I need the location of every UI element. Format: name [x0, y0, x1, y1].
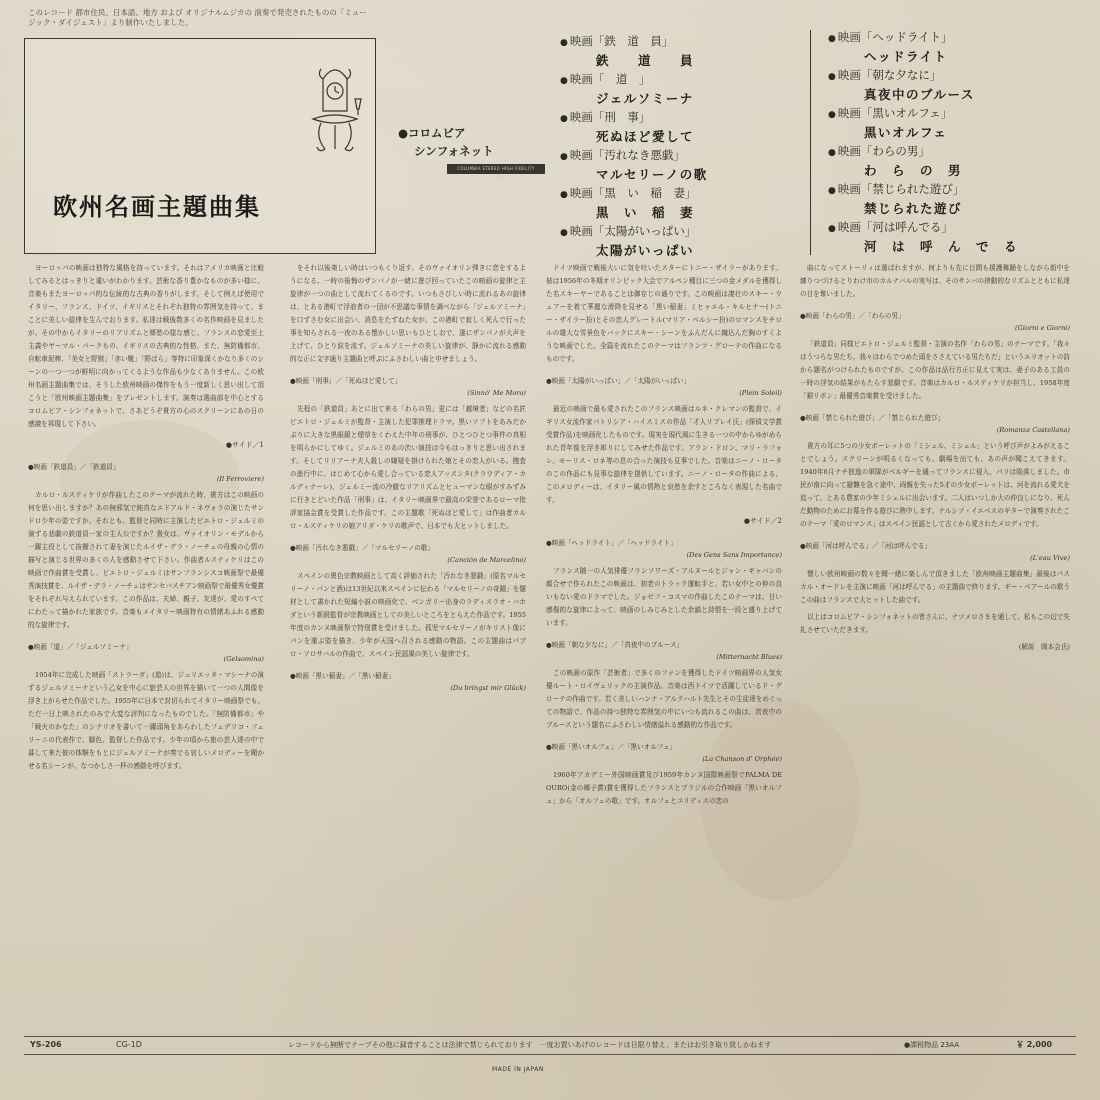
section-heading: ●映画「朝な夕なに」／「真夜中のブルース」 (Mitternacht Blues) [546, 641, 782, 661]
track-title: 鉄 道 員 [596, 53, 695, 68]
tracklist-side2 [828, 28, 1068, 256]
original-title: (Gelsomina) [223, 655, 264, 663]
artist-line1: ●コロムビア [398, 126, 466, 140]
track-source: 映画「黒 い 稲 妻」 [569, 186, 697, 200]
section-heading: ●映画「黒いオルフェ」／「黒いオルフェ」 (La Chanson d' Orphée) [546, 743, 782, 763]
track-source: 映画「鉄 道 員」 [569, 34, 674, 48]
section-body: カルロ・ルスティケリが作曲したこのテーマが流れた時、貴方はこの映画の何を思い出しますか？あの無邪気で純真なエドアルド・ネヴォラの演じたサンドロ少年の姿ですか、それとも、監督と同時に主演したピエトロ・ジェルミの演ずる悲劇の鉄道員一家の主人公ですか？貴女は、ヴァイオリン・モデルから一躍主役として抜擢されて妻を演じたルイザ・デラ・ノーチェの母親の心情の描写と演じる世界の多くの人を感動させて下さい。作曲者ルスティケリはこの映画で作曲賞を受賞し、ピエトロ・ジェルミはサンフランシスコ映画祭で最優秀演技賞を、ルイザ・デラ・ノーチェはサンセバスチアン映画祭で最優秀女優賞をそれぞれ与えられています。この作品は、夫婦、親子、友達が、愛のすべてにわたって描かれた家族です。音楽もメイタリー映画特有の情緒あふれる感動的な旋律です。 [28, 491, 264, 629]
track-title: 黒いオルフェ [864, 125, 948, 140]
track-item: ● 映画「汚れなき悪戯」 マルセリーノの歌 [560, 146, 790, 184]
track-item: ● 映画「黒 い 稲 妻」 黒 い 稲 妻 [560, 184, 790, 222]
original-title: (Il Ferroviere) [216, 475, 264, 483]
track-title: 太陽がいっぱい [596, 243, 695, 258]
track-source: 映画「朝な夕なに」 [837, 68, 942, 82]
liner-notes-column-2 [290, 262, 526, 698]
catalog-number: YS-206 [30, 1040, 62, 1049]
intro-paragraph: をそれ以後楽しい時はいつもくり返す、そのヴァイオリン弾きに恋をするようになる。一時の後悔のザンパノが一緒に遊び回っていたこの映画の旋律と主旋律が一つの曲として流れてくるのです。いつもさびしい時に流れるあの旋律は、とある港町で浮浪者の一団が不思議な事情を調べながら「ジェルソミーナ」を口ずさむ女に出会い、消息をたずねた女が、この港町で寂しく死んで行った事を知らされる一夜のある懐かしい思いもひとしおで、遂にザンパノが大声を上げて、ひとり涙を流す。ジェルソミーナの美しい旋律が、静かに流れる感動的な正に文字通り主題曲と呼ぶにふさわしい曲と申せましょう。 [290, 264, 526, 363]
price: ￥ 2,000 [1016, 1040, 1053, 1049]
track-source: 映画「太陽がいっぱい」 [569, 224, 697, 238]
track-source: 映画「汚れなき悪戯」 [569, 148, 685, 162]
track-title: 河 は 呼 ん で る [864, 239, 1019, 254]
track-source: 映画「禁じられた遊び」 [837, 182, 965, 196]
original-title: (L'eau Vive) [1030, 554, 1070, 562]
original-title: (La Chanson d' Orphée) [702, 755, 782, 763]
section-body: 最近の映画で最も愛されたこのフランス映画はルネ・クレマンの監督で、イギリス女流作家パトリシア・ハイスミスの作品「才人リプレイ氏」(探偵文学賞受賞作品)を映画化したものです。現実を現代風に生きる一つの中からゆがめられた青年像を浮き彫りにしてみせた作品です。アラン・ドロン、マリ・ラフォレ、モーリス・ロネ等の息の合った演技も見事でした。音楽はニーノ・ロータのこの作品にも見事な旋律を提供しています。ニーノ・ロータの作曲による、このメロディーは、イタリー風の情熱と哀愁を余すところなく表現した名曲です。 [546, 405, 782, 504]
track-title: 黒 い 稲 妻 [596, 205, 695, 220]
matrix-code: CG-1D [116, 1040, 142, 1049]
liner-notes-column-1 [28, 262, 264, 777]
track-source: 映画「ヘッドライト」 [837, 30, 953, 44]
section-heading: ●映画「禁じられた遊び」／「禁じられた遊び」 (Romanza Castellana) [800, 414, 1070, 434]
track-item: ● 映画「河は呼んでる」 河 は 呼 ん で る [828, 218, 1068, 256]
section-heading: ●映画「汚れなき悪戯」／「マルセリーノの歌」 (Canción de Marcelino) [290, 544, 526, 564]
track-source: 映画「 道 」 [569, 72, 651, 86]
track-title: マルセリーノの歌 [596, 167, 708, 182]
track-item: ● 映画「ヘッドライト」 ヘッドライト [828, 28, 1068, 66]
section-heading: ●映画「ヘッドライト」／「ヘッドライト」 (Des Gens Sans Importance) [546, 539, 782, 559]
original-title: (Romanza Castellana) [996, 426, 1070, 434]
original-title: (Sinnò' Me Moro) [467, 389, 526, 397]
track-title: ヘッドライト [864, 49, 948, 64]
section-body: 1960年アカデミー外国映画賞及び1959年カンヌ国際映画祭でPALMA DE OURO(金の椰子賞)賞を獲得したフランスとブラジルの合作映画「黒いオルフェ」から「オルフェの歌」です。オルフェとユリディスの恋の [546, 771, 782, 805]
liner-notes-column-3 [546, 262, 782, 812]
original-title: (Mitternacht Blues) [716, 653, 782, 661]
track-item: ● 映画「刑 事」 死ぬほど愛して [560, 108, 790, 146]
original-title: (Plein Soleil) [739, 389, 782, 397]
track-item: ● 映画「黒いオルフェ」 黒いオルフェ [828, 104, 1068, 142]
artist-line2: シンフォネット [414, 144, 494, 158]
closing-paragraph: 以上はコロムビア・シンフォネットの皆さんに、ナツメロさまを通して、私もこの辺で失礼させていただきます。 [800, 613, 1070, 634]
section-heading: ●映画「刑事」／「死ぬほど愛して」 (Sinnò' Me Moro) [290, 377, 526, 397]
tax-code: ●課税物品 23AA [904, 1041, 960, 1049]
album-title: 欧州名画主題曲集 [53, 193, 261, 221]
original-title: (Des Gens Sans Importance) [686, 551, 782, 559]
tracklist-side1 [560, 32, 790, 260]
side-label: ●サイド／2 [743, 517, 782, 525]
section-body: 1954年に完成した映画「ストラーダ」(道)は、ジュリエッタ・マシーナの演ずるジェルソミーナという乙女を中心に旅芸人の世界を描いて一つの人間像を浮き上がらせた作品でした。1955年に日本で封切られてイタリー映画祭でも、ただ一日上映されたのみで大変な評判になったものでした。「無防備都市」や「戦火のかなた」のシナリオを書いて一躍頭角をあらわしたフェデリコ・フェリーニの代表作で、脚色、監督した作品です。少年の頃から旅の芸人達の中で暮して来た彼の体験をもとにジェルソミーナが奏でる哀しいメロディーを聞かせる名シーンが、なつかしさ一杯の感動を呼びます。 [28, 671, 264, 770]
track-source: 映画「わらの男」 [837, 144, 930, 158]
track-title: わ ら の 男 [864, 163, 963, 178]
section-body: 貴方の耳に5つの少女ポーレットの「ミシェル、ミシェル」という呼び声がよみがえることでしょう。スクリーンが明るくなっても、劇場を出ても、あの声が聞こえてきます。1940年6月ナチ独逸の軍隊がベルギーを通ってフランスに侵入、パリは陥落しました。市民が南に向って避難を急ぐ途中、両親を失った5才の少女ポーレットは、河を流れる愛犬を追って、とある農家の少年ミシェルに出会います。二人はいつしか大の仲良しになり、死んだ動物のためにお墓を作る遊びに熱中します。ナルシソ・イエペスのギターで演奏されたこのテーマ「愛のロマンス」はスペイン民謡として古くから愛されたメロディです。 [800, 442, 1070, 528]
track-title: 死ぬほど愛して [596, 129, 695, 144]
track-item: ● 映画「禁じられた遊び」 禁じられた遊び [828, 180, 1068, 218]
original-title: (Canción de Marcelino) [447, 556, 526, 564]
track-title: 真夜中のブルース [864, 87, 975, 102]
track-item: ● 映画「わらの男」 わ ら の 男 [828, 142, 1068, 180]
footer [26, 1038, 1076, 1052]
label-logo: COLUMBIA STEREO HIGH FIDELITY RECORDING [447, 164, 545, 174]
footer-rule [24, 1054, 1076, 1055]
section-heading: ●映画「道」／「ジェルソミーナ」 (Gelsomina) [28, 643, 264, 663]
track-item: ● 映画「鉄 道 員」 鉄 道 員 [560, 32, 790, 70]
track-source: 映画「刑 事」 [569, 110, 651, 124]
track-item: ● 映画「朝な夕なに」 真夜中のブルース [828, 66, 1068, 104]
made-in-label: MADE IN JAPAN [492, 1066, 544, 1073]
title-box [24, 38, 376, 254]
artist-credit [398, 124, 558, 160]
intro-paragraph: ヨーロッパの映画は独特な風格を持っています。それはアメリカ映画と比較してみるとはっきりと違いがわかります。芸術な香り豊かなものが多い様に、音楽もまたヨーロッパ的な伝統的な古典の香りがします。そして例えば使用でイタリー、フランス、ドイツ、イギリスとそれぞれ独特の雰囲気を持って、まことに美しい旋律を生んでおります。私達は戦後数多くの名作映画を見ましたが、その中からイタリーのリアリズムと郷愁の様な感じ、フランスの恋愛至上主義やヤーマル・パークもの、イギリスの古典的な性格、また、無防備都市、自転車泥棒、「美女と野獣」「赤い靴」「野ばら」等特に印象深くかなり多くのシーンの一つ一つが鮮明に向かってくるような作品も少なくありません。この欧州名画主題曲集では、そうした欧州映画の傑作をもう一度新しく思い出して頂こうと「欧州映画主題曲集」をプレゼントします。演奏は選曲部を中心とするコロムビア・シンフォネットで、さあどうぞ貴方の心のスクリーンにあの日の感激を再現して下さい。 [28, 264, 264, 428]
clock-table-illustration [295, 49, 375, 159]
track-title: 禁じられた遊び [864, 201, 963, 216]
section-body: フランス随一の人気俳優フランソワーズ・アルヌールとジャン・ギャバンの顔合せで作られたこの映画は、初老のトラック運転手と、若い女中との仲の良いもない愛のドラマでした。ジョゼフ・コスマの作曲したこのテーマは、甘い感傷的な旋律によって、映画のしみじみとした余韻と詩情を一段と盛り上げています。 [546, 567, 782, 627]
section-heading: ●映画「わらの男」／「わらの男」 (Giorni e Giorni) [800, 312, 1070, 332]
original-title: (Giorni e Giorni) [1015, 324, 1070, 332]
side-label: ●サイド／1 [225, 441, 264, 449]
intro-paragraph: ドイツ映画で戦後大いに気を吐いたスターにトニー・ザイラーがあります。彼は1956年の冬期オリンピック大会でアルペン種目に三つの金メダルを獲得した名スキーヤーであることは御存じの通りです。この映画は凄壮のスキー・ウェアーを着て華麗な滑降を見せる「黒い稲妻」ミヒャエル・キルヒナー(トニー・ザイラー扮)とその恋人グレートル(マリア・ベルシー扮)のロマンスをチロルの雄大な雪景色をバックにスキー・シーンをふんだんに織込んだ胸のすくような映画でした。全篇を流れたこのテーマはフランツ・グローテの作曲になるものです。 [546, 264, 782, 363]
section-body: 先程の「鉄道員」あとに出て来る「わらの男」更には「越境者」などの名匠ピエトロ・ジェルミが監督・主演した犯罪推理ドラマ。黒いソフトをあみだかぶりに大きな黒眼鏡と煙草をくわえた中年の刑事が、ひとつひとつ事件の真相を明らかにしてゆく。ジェルミのあの渋い演技は今もはっきりと思い出されます。そしてリリアーナ夫人殺しの嫌疑を掛けられた娘とその恋人がいる。捜査の進行中に、はじめて心から愛し合っている恋人アッスンタ(クラウディア・カルディナーレ)、ジェルミー流の冷徹なリアリズムとヒューマンな眼がすみずみに行きとどいた作品「刑事」は、イタリー映画界で最高の栄誉であるローマ批評家協会賞を受賞した作品です。この主題歌「死ぬほど愛して」は作曲者カルロ・ルスティケリの娘アリダ・ケリの歌声で、日本でも大ヒットしました。 [290, 405, 526, 530]
commentary-credit: (解説 岡本会氏) [1018, 643, 1070, 651]
section-heading: ●映画「黒い稲妻」／「黒い稲妻」 (Du bringst mir Glück) [290, 672, 526, 692]
tracklist-divider [810, 30, 811, 255]
liner-notes-column-4 [800, 262, 1070, 654]
section-heading: ●映画「鉄道員」／「鉄道員」 (Il Ferroviere) [28, 463, 264, 483]
track-item: ● 映画「 道 」 ジェルソミーナ [560, 70, 790, 108]
footer-rule [24, 1036, 1076, 1037]
section-body: この映画の原作「芸術者」で多くのファンを獲得したドイツ映画界の人気女優ルート・ロイヴェリックの主演作品。音楽は西ドイツで活躍しているド・グローテの作曲です。若く美しいハンナ・アルクハルト先生とその生徒達をめぐっての物語で、作品の持つ独特な雰囲気の中にいつも流れるこの曲は、真夜中のブルースという題名にふさわしい情緒溢れる感動的な作品です。 [546, 669, 782, 729]
track-item: ● 映画「太陽がいっぱい」 太陽がいっぱい [560, 222, 790, 260]
track-source: 映画「黒いオルフェ」 [837, 106, 953, 120]
section-body: 懐しい欧州映画の数々を聞一緒に楽しんで頂きました「欧州映画主題曲集」最後はパスカル・オードレを主演に映画「河は呼んでる」の主題曲で終ります。ギー・ベアールの歌うこの曲はフランスで大ヒットした曲です。 [800, 570, 1070, 604]
top-note: このレコード 都市住民、日本語、地方 および オリジナルムジカの 演奏で発売されたものの「ミュージック・ダイジェスト」より制作いたしました。 [28, 8, 367, 27]
copyright-notice: レコードから無断でテープその他に録音することは法律で禁じられております 一度お買いあげのレコードは日限り替え、またはお引き取り致しかねます [288, 1041, 772, 1049]
section-heading: ●映画「河は呼んでる」／「河は呼んでる」 (L'eau Vive) [800, 542, 1070, 562]
intro-paragraph: 曲になってストーリィは運ばれますが、何よりも先に目間も援護舞踊をしながら街中を練りつづけるとりわけ市のカルナバルの実写は、そのサンバの律動的なリズムとともに私達の目を奪いました。 [800, 264, 1070, 298]
section-body: スペインの異色宗教映画として高く評価された「汚れなき悪戯」(原名マルセリーノ・パンと酒)は13世紀以来スペインに伝わる「マルセリーノの奇蹟」を題材として書かれた短編小説の映画化で、ベンガリー出身のラディスラオ・バホダという新鋭監督が宗教映画としての美しいところをとらえた作品です。1955年度のカンヌ映画祭で特別賞を受けました。孤児マルセリーノがキリスト像にパンを運ぶ姿を描き、少年が天国へ召される感動の物語。この主題曲はパブロ・ソロサバルの作曲で、スペイン民謡風の美しい旋律です。 [290, 572, 526, 658]
track-title: ジェルソミーナ [596, 91, 694, 106]
original-title: (Du bringst mir Glück) [450, 684, 526, 692]
track-source: 映画「河は呼んでる」 [837, 220, 953, 234]
section-heading: ●映画「太陽がいっぱい」／「太陽がいっぱい」 (Plein Soleil) [546, 377, 782, 397]
section-body: 「鉄道員」同様ピエトロ・ジェルミ監督・主演の名作「わらの男」のテーマです。「我々はうつろな男たち、我々はわらでつめた頭をささえている男たちだ」というエリオットの詩から題名がつけられたものですが、この作品は品行方正に見えて実は、妻子のある工員の一時の浮気の結果がもたらす悲劇です。音楽はカルロ・ルスティケリが担当し、1958年度「銀リボン」最優秀音楽賞を受けました。 [800, 340, 1071, 400]
